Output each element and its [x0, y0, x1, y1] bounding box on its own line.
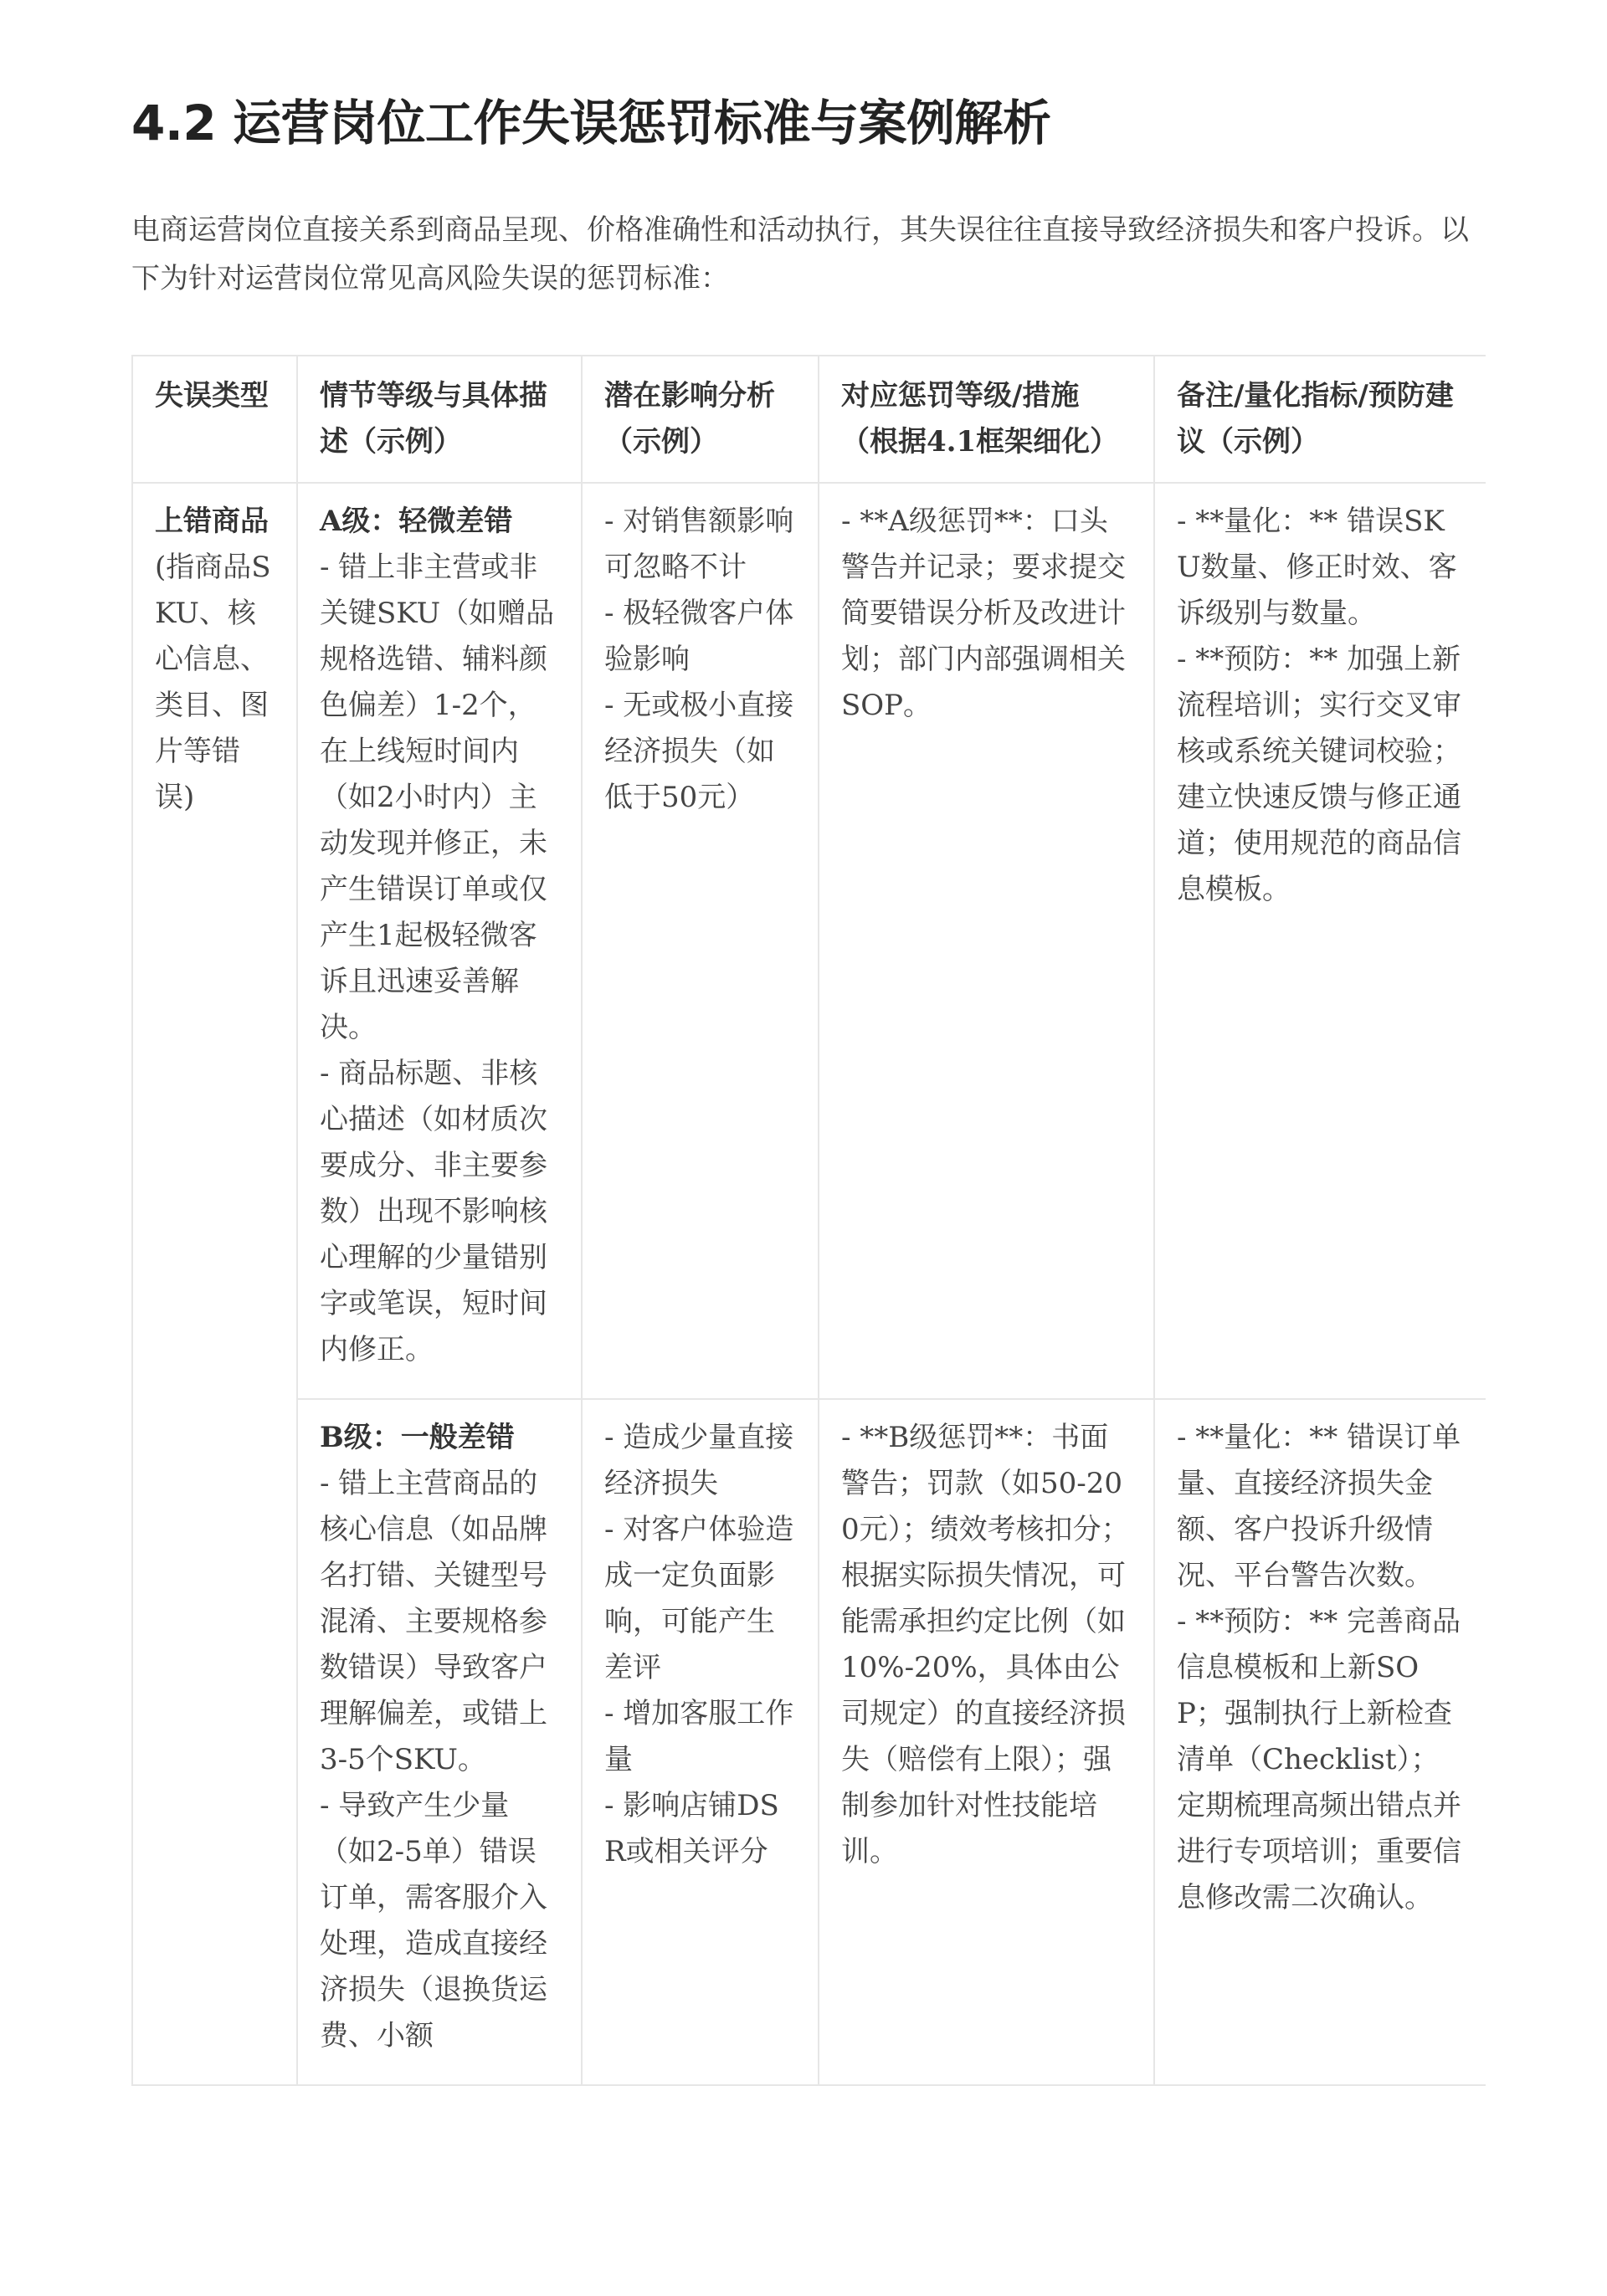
notes-cell [1154, 483, 1486, 1399]
impact-cell [582, 1399, 819, 2085]
severity-description: - 导致产生少量（如2-5单）错误订单，需客服介入处理，造成直接经济损失（退换货运费、小额 [320, 1789, 547, 2053]
error-type-cell [132, 483, 297, 2085]
severity-cell [297, 1399, 582, 2085]
intro-paragraph [131, 206, 1487, 303]
column-header-notes: 备注/量化指标/预防建议（示例） [1154, 356, 1486, 483]
table-row [132, 1399, 1486, 2085]
impact-item: - 对客户体验造成一定负面影响，可能产生差评 [604, 1513, 794, 1684]
severity-cell [297, 483, 582, 1399]
table-row [132, 483, 1486, 1399]
intro-text: 电商运营岗位直接关系到商品呈现、价格准确性和活动执行，其失误往往直接导致经济损失和客户投诉。以下为针对运营岗位常见高风险失误的惩罚标准： [131, 213, 1469, 295]
penalty-text: - **B级惩罚**：书面警告；罚款（如50-200元）；绩效考核扣分；根据实际损失情况，可能需承担约定比例（如10%-20%，具体由公司规定）的直接经济损失（赔偿有上限）；强制参加针对性技能培训。 [841, 1421, 1130, 1868]
penalty-standards-table [131, 355, 1486, 2086]
impact-item: - 增加客服工作量 [604, 1697, 794, 1776]
penalty-text: - **A级惩罚**：口头警告并记录；要求提交简要错误分析及改进计划；部门内部强调相关SOP。 [841, 505, 1126, 722]
severity-description: - 错上主营商品的核心信息（如品牌名打错、关键型号混淆、主要规格参数错误）导致客户理解偏差，或错上3-5个SKU。 [320, 1467, 547, 1776]
impact-item: - 极轻微客户体验影响 [604, 597, 794, 676]
section-heading: 4.2 运营岗位工作失误惩罚标准与案例解析 [131, 95, 1051, 151]
notes-prevention: - **预防：** 加强上新流程培训；实行交叉审核或系统关键词校验；建立快速反馈与修正通道；使用规范的商品信息模板。 [1177, 643, 1461, 906]
notes-quantify: - **量化：** 错误订单量、直接经济损失金额、客户投诉升级情况、平台警告次数。 [1177, 1421, 1461, 1592]
notes-cell [1154, 1399, 1486, 2085]
impact-item: - 无或极小直接经济损失（如低于50元） [604, 689, 794, 814]
notes-prevention: - **预防：** 完善商品信息模板和上新SOP；强制执行上新检查清单（Checklist）；定期梳理高频出错点并进行专项培训；重要信息修改需二次确认。 [1177, 1605, 1461, 1914]
impact-item: - 影响店铺DSR或相关评分 [604, 1789, 779, 1868]
impact-cell [582, 483, 819, 1399]
error-type-detail: (指商品SKU、核心信息、类目、图片等错误) [155, 551, 271, 814]
impact-item: - 造成少量直接经济损失 [604, 1421, 794, 1500]
column-header-severity: 情节等级与具体描述（示例） [297, 356, 582, 483]
column-header-impact: 潜在影响分析（示例） [582, 356, 819, 483]
error-type-name: 上错商品 [155, 505, 269, 538]
column-header-penalty: 对应惩罚等级/措施（根据4.1框架细化） [819, 356, 1154, 483]
severity-description: - 错上非主营或非关键SKU（如赠品规格选错、辅料颜色偏差）1-2个，在上线短时间内（如2小时内）主动发现并修正，未产生错误订单或仅产生1起极轻微客诉且迅速妥善解决。 [320, 551, 555, 1044]
column-header-error-type: 失误类型 [132, 356, 297, 483]
severity-grade: A级：轻微差错 [320, 505, 513, 538]
penalty-cell [819, 1399, 1154, 2085]
severity-description: - 商品标题、非核心描述（如材质次要成分、非主要参数）出现不影响核心理解的少量错别字或笔误，短时间内修正。 [320, 1057, 547, 1366]
notes-quantify: - **量化：** 错误SKU数量、修正时效、客诉级别与数量。 [1177, 505, 1457, 630]
penalty-cell [819, 483, 1154, 1399]
impact-item: - 对销售额影响可忽略不计 [604, 505, 794, 584]
table-header-row [132, 356, 1486, 483]
penalty-table-container [131, 355, 1486, 2296]
severity-grade: B级：一般差错 [320, 1421, 515, 1454]
